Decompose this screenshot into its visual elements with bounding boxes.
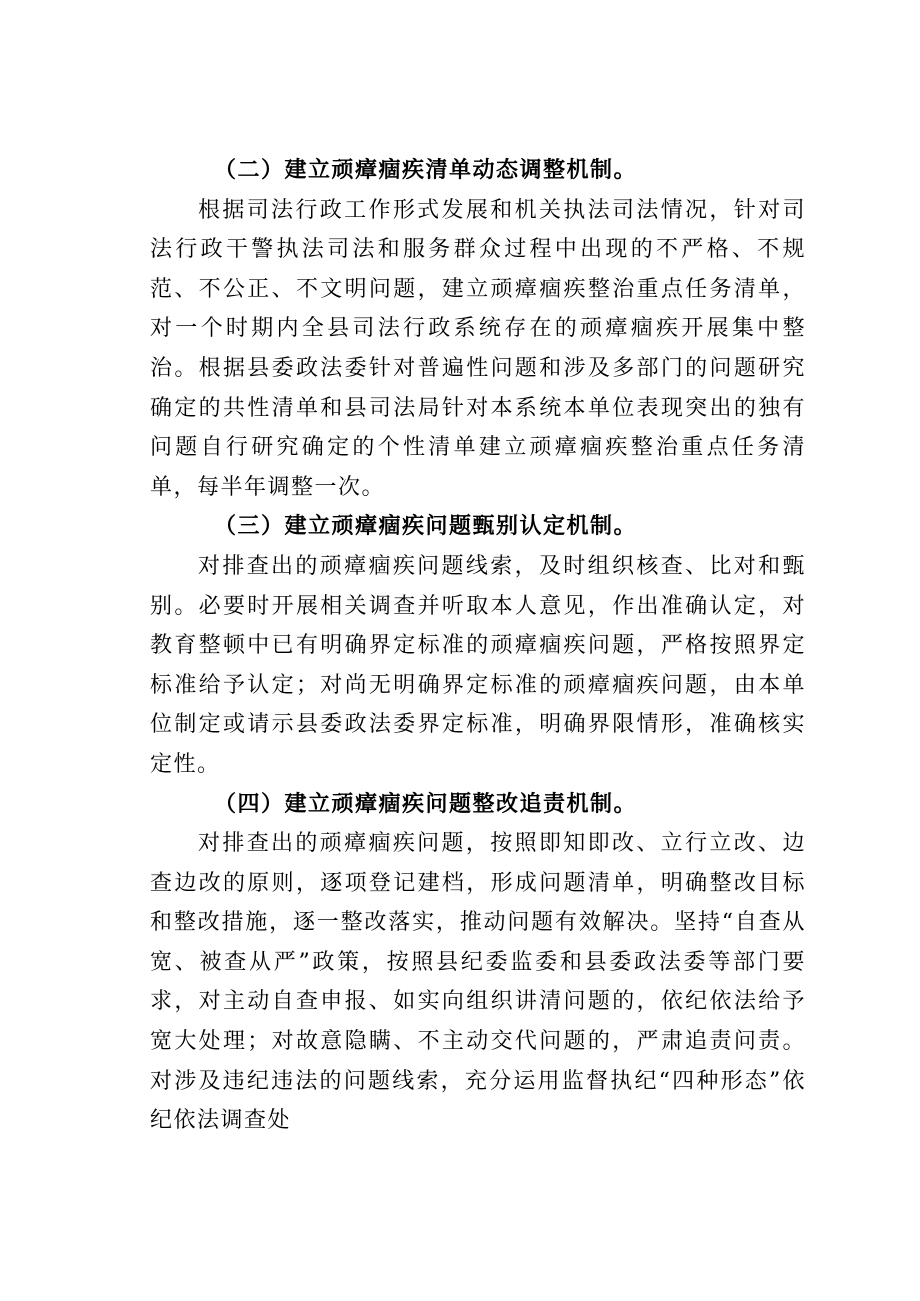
section-heading-3: （三）建立顽瘴痼疾问题甄别认定机制。 bbox=[214, 514, 638, 540]
section-heading-2: （二）建立顽瘴痼疾清单动态调整机制。 bbox=[214, 158, 638, 183]
section-body-2: 根据司法行政工作形式发展和机关执法司法情况，针对司法行政干警执法司法和服务群众过程中出现的不严格、不规范、不公正、不文明问题，建立顽瘴痼疾整治重点任务清单，对一个时期内全县司法行政系统存在的顽瘴痼疾开展集中整治。根据县委政法委针对普遍性问题和涉及多部门的问题研究确定的共性清单和县司法局针对本系统本单位表现突出的独有问题自行研究确定的个性清单建立顽瘴痼疾整治重点任务清单，每半年调整一次。 bbox=[150, 197, 806, 500]
section-heading-4: （四）建立顽瘴痼疾问题整改追责机制。 bbox=[214, 791, 638, 817]
section-body-3: 对排查出的顽瘴痼疾问题线索，及时组织核查、比对和甄别。必要时开展相关调查并听取本人意见，作出准确认定，对教育整顿中已有明确界定标准的顽瘴痼疾问题，严格按照界定标准给予认定；对尚无明确界定标准的顽瘴痼疾问题，由本单位制定或请示县委政法委界定标准，明确界限情形，准确核实定性。 bbox=[150, 553, 806, 777]
document-page bbox=[150, 151, 806, 1141]
section-body-4: 对排查出的顽瘴痼疾问题，按照即知即改、立行立改、边查边改的原则，逐项登记建档，形成问题清单，明确整改目标和整改措施，逐一整改落实，推动问题有效解决。坚持“自查从宽、被查从严”政策，按照县纪委监委和县委政法委等部门要求，对主动自查申报、如实向组织讲清问题的，依纪依法给予宽大处理；对故意隐瞒、不主动交代问题的，严肃追责问责。对涉及违纪违法的问题线索，充分运用监督执纪“四种形态”依纪依法调查处 bbox=[150, 831, 806, 1134]
